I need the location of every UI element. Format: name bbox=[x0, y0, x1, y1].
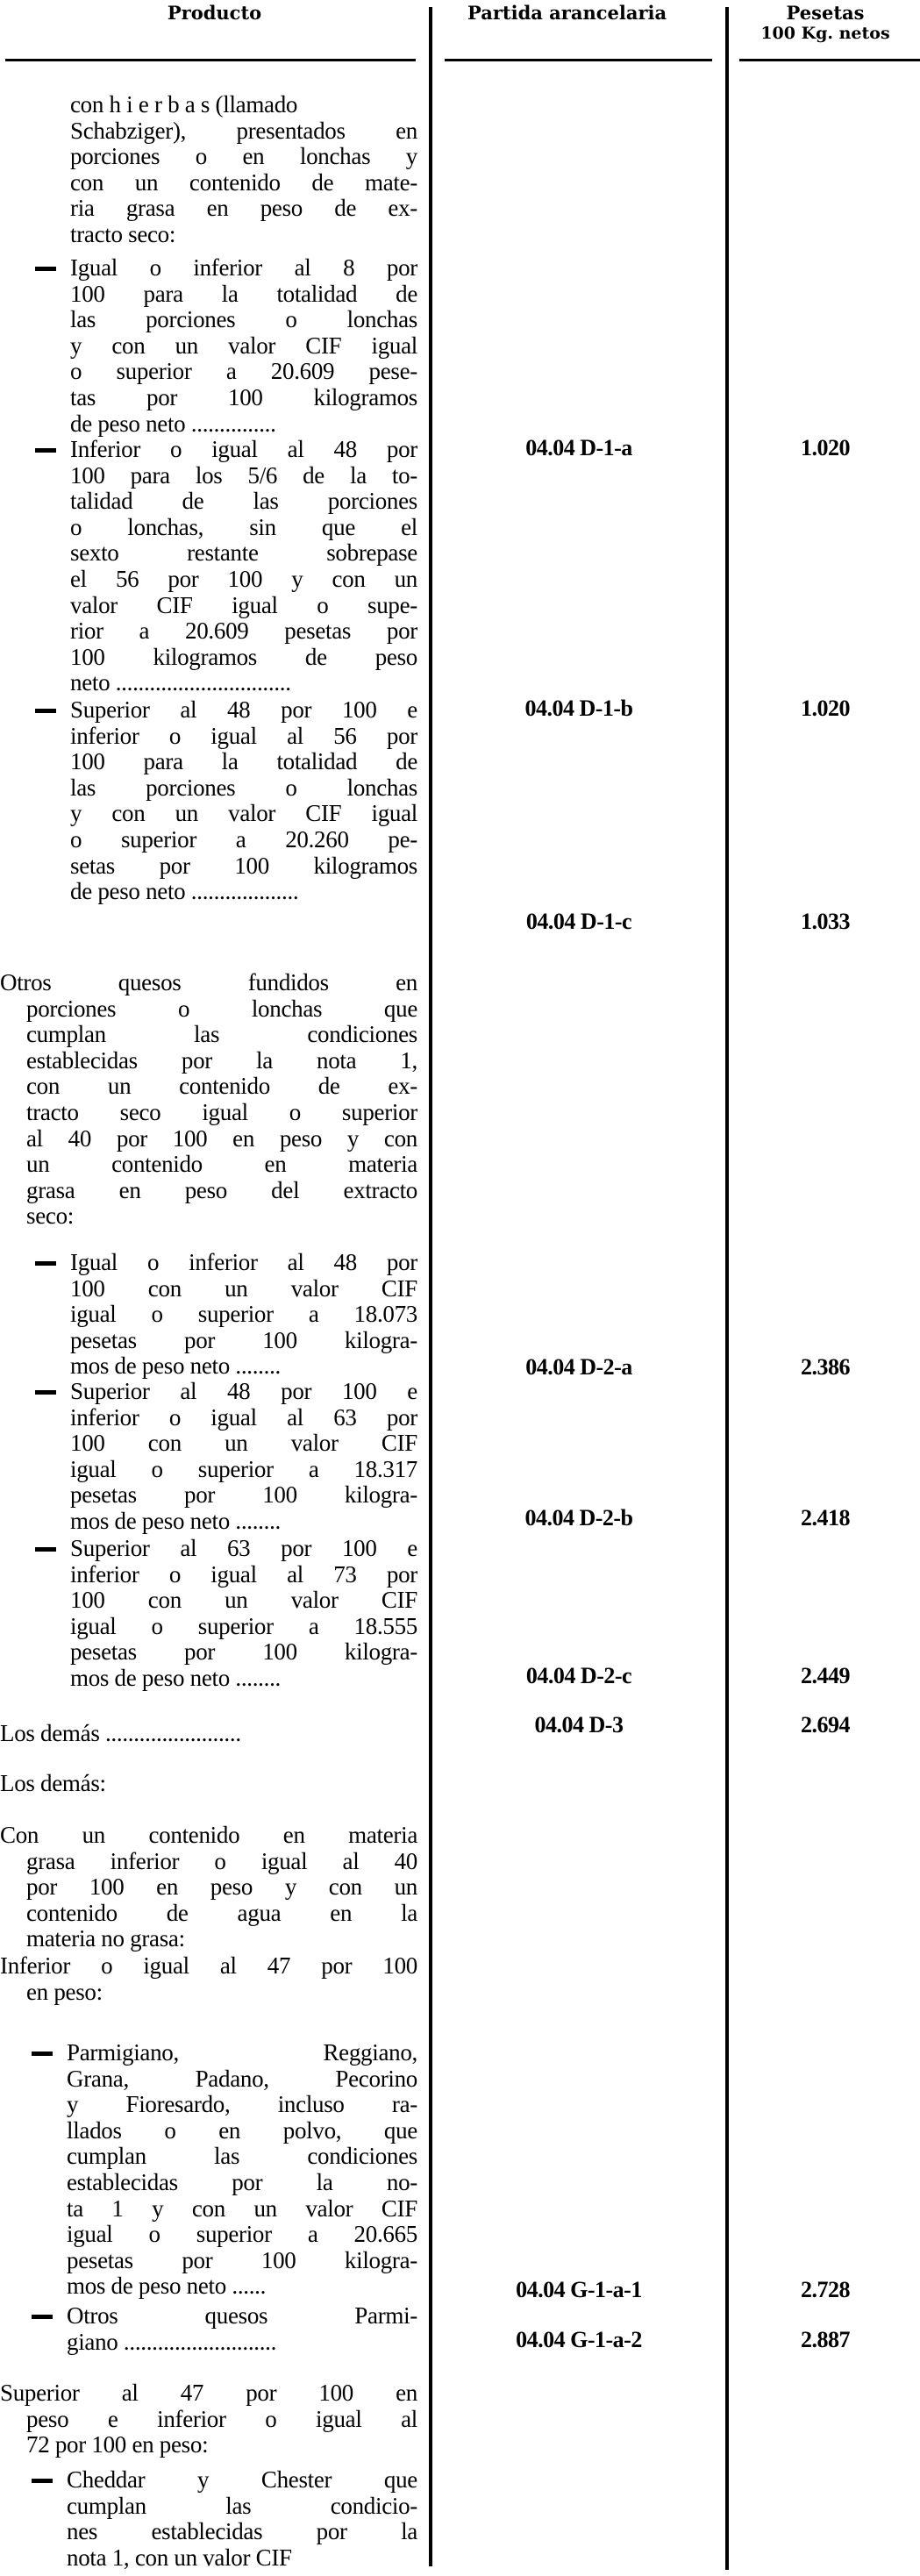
product-line: el 56 por 100 y con un bbox=[70, 566, 417, 592]
product-line: 100 para la totalidad de bbox=[70, 748, 417, 775]
product-line: y con un valor CIF igual bbox=[70, 332, 417, 359]
product-line: Superior al 47 por 100 en bbox=[0, 2380, 417, 2406]
product-line: y Fioresardo, incluso ra- bbox=[67, 2091, 417, 2118]
header-producto: Producto bbox=[167, 2, 262, 24]
em-dash-bullet bbox=[35, 267, 56, 271]
product-line: pesetas por 100 kilogra- bbox=[70, 1481, 417, 1509]
product-line: establecidas por la no- bbox=[67, 2169, 417, 2195]
product-line: establecidas por la nota 1, bbox=[26, 1046, 417, 1074]
product-line: porciones o en lonchas y bbox=[70, 143, 417, 170]
price-value: 2.728 bbox=[801, 2277, 850, 2302]
product-line: neto ............................... bbox=[70, 669, 291, 696]
product-line: mos de peso neto ...... bbox=[67, 2273, 267, 2300]
product-line: setas por 100 kilogramos bbox=[70, 852, 417, 879]
product-line: por 100 en peso y con un bbox=[26, 1873, 417, 1901]
product-line: 100 kilogramos de peso bbox=[70, 643, 417, 670]
product-line: Los demás: bbox=[0, 1770, 106, 1796]
product-line: pesetas por 100 kilogra- bbox=[70, 1638, 417, 1666]
product-line: valor CIF igual o supe- bbox=[70, 591, 417, 618]
product-line: igual o superior a 20.665 bbox=[67, 2221, 417, 2248]
product-line: Schabziger), presentados en bbox=[70, 117, 417, 144]
product-line: Grana, Padano, Pecorino bbox=[67, 2065, 417, 2092]
product-line: cumplan las condicio- bbox=[67, 2492, 417, 2519]
product-line: Otros quesos Parmi- bbox=[67, 2302, 417, 2329]
product-line: inferior o igual al 73 por bbox=[70, 1560, 417, 1588]
product-line: pesetas por 100 kilogra- bbox=[70, 1326, 417, 1353]
em-dash-bullet bbox=[32, 2052, 53, 2056]
product-line: nes establecidas por la bbox=[67, 2518, 417, 2545]
em-dash-bullet bbox=[35, 1390, 56, 1395]
em-dash-bullet bbox=[35, 1547, 56, 1552]
product-line: con h i e r b a s (llamado bbox=[70, 91, 298, 118]
product-line: igual o superior a 18.555 bbox=[70, 1612, 417, 1639]
price-value: 2.386 bbox=[801, 1354, 850, 1380]
product-line: grasa inferior o igual al 40 bbox=[26, 1847, 417, 1874]
product-line: porciones o lonchas que bbox=[26, 995, 417, 1022]
product-line: tas por 100 kilogramos bbox=[70, 384, 417, 410]
product-line: con un contenido de ex- bbox=[26, 1073, 417, 1100]
price-value: 2.887 bbox=[801, 2327, 850, 2352]
product-line: 100 con un valor CIF bbox=[70, 1274, 417, 1302]
price-value: 2.694 bbox=[801, 1712, 850, 1738]
product-line: o lonchas, sin que el bbox=[70, 513, 417, 540]
product-line: Igual o inferior al 48 por bbox=[70, 1249, 417, 1275]
product-line: llados o en polvo, que bbox=[67, 2116, 417, 2144]
product-line: las porciones o lonchas bbox=[70, 306, 417, 333]
product-line: Superior al 48 por 100 e bbox=[70, 1378, 417, 1404]
product-line: Superior al 48 por 100 e bbox=[70, 696, 417, 723]
product-line: seco: bbox=[26, 1202, 74, 1230]
product-line: las porciones o lonchas bbox=[70, 774, 417, 801]
header-rule-producto bbox=[5, 59, 416, 61]
tariff-code: 04.04 D-1-b bbox=[524, 696, 633, 721]
header-rule-pesetas bbox=[739, 59, 920, 61]
tariff-code: 04.04 D-1-a bbox=[525, 435, 632, 460]
em-dash-bullet bbox=[35, 1261, 56, 1266]
product-line: 100 para la totalidad de bbox=[70, 280, 417, 307]
product-line: Cheddar y Chester que bbox=[67, 2466, 417, 2493]
tariff-code: 04.04 G-1-a-2 bbox=[516, 2327, 642, 2352]
header-rule-partida bbox=[445, 59, 712, 61]
product-line: inferior o igual al 63 por bbox=[70, 1403, 417, 1431]
header-pesetas bbox=[731, 2, 920, 42]
product-line: o superior a 20.609 pese- bbox=[70, 358, 417, 385]
product-line: Con un contenido en materia bbox=[0, 1822, 417, 1848]
product-line: 100 con un valor CIF bbox=[70, 1430, 417, 1457]
product-line: talidad de las porciones bbox=[70, 488, 417, 515]
product-line: de peso neto ............... bbox=[70, 410, 276, 437]
price-value: 1.020 bbox=[801, 696, 850, 721]
product-line: de peso neto ................... bbox=[70, 878, 299, 905]
em-dash-bullet bbox=[32, 2315, 53, 2319]
product-line: con un contenido de mate- bbox=[70, 168, 417, 196]
em-dash-bullet bbox=[35, 709, 56, 713]
product-line: ria grasa en peso de ex- bbox=[70, 195, 417, 222]
product-line: al 40 por 100 en peso y con bbox=[26, 1124, 417, 1152]
header-pesetas-line1: Pesetas bbox=[786, 2, 865, 24]
price-value: 1.033 bbox=[801, 909, 850, 934]
product-line: un contenido en materia bbox=[26, 1151, 417, 1178]
product-line: sexto restante sobrepase bbox=[70, 539, 417, 567]
tariff-code: 04.04 D-2-c bbox=[525, 1663, 632, 1688]
product-line: igual o superior a 18.073 bbox=[70, 1301, 417, 1328]
product-line: cumplan las condiciones bbox=[67, 2143, 417, 2170]
product-line: tracto seco igual o superior bbox=[26, 1099, 417, 1125]
column-divider-2 bbox=[725, 7, 729, 2570]
tariff-code: 04.04 D-3 bbox=[534, 1712, 624, 1738]
tariff-code: 04.04 D-2-b bbox=[524, 1505, 633, 1531]
product-line: materia no grasa: bbox=[26, 1925, 185, 1952]
product-line: Igual o inferior al 8 por bbox=[70, 254, 417, 281]
header-pesetas-line2: 100 Kg. netos bbox=[760, 24, 890, 43]
product-line: Los demás ........................ bbox=[0, 1720, 241, 1746]
product-line: mos de peso neto ........ bbox=[70, 1665, 281, 1691]
product-line: Superior al 63 por 100 e bbox=[70, 1535, 417, 1561]
product-line: y con un valor CIF igual bbox=[70, 800, 417, 827]
price-value: 2.418 bbox=[801, 1505, 850, 1531]
column-divider-1 bbox=[429, 7, 432, 2566]
product-line: inferior o igual al 56 por bbox=[70, 722, 417, 749]
product-line: 100 para los 5/6 de la to- bbox=[70, 461, 417, 489]
header-partida-arancelaria: Partida arancelaria bbox=[467, 2, 667, 24]
price-value: 2.449 bbox=[801, 1663, 850, 1688]
price-value: 1.020 bbox=[801, 435, 850, 460]
product-line: igual o superior a 18.317 bbox=[70, 1455, 417, 1482]
em-dash-bullet bbox=[35, 448, 56, 453]
tariff-code: 04.04 D-2-a bbox=[525, 1354, 632, 1380]
product-line: tracto seco: bbox=[70, 221, 176, 247]
product-line: Parmigiano, Reggiano, bbox=[67, 2039, 417, 2066]
product-line: pesetas por 100 kilogra- bbox=[67, 2246, 417, 2273]
product-line: Inferior o igual al 47 por 100 bbox=[0, 1952, 417, 1979]
tariff-code: 04.04 D-1-c bbox=[525, 909, 632, 934]
product-line: giano ........................... bbox=[67, 2328, 277, 2355]
product-line: nota 1, con un valor CIF bbox=[67, 2544, 292, 2571]
em-dash-bullet bbox=[32, 2479, 53, 2483]
product-line: 72 por 100 en peso: bbox=[26, 2431, 209, 2458]
product-line: 100 con un valor CIF bbox=[70, 1587, 417, 1614]
product-line: contenido de agua en la bbox=[26, 1899, 417, 1926]
product-line: o superior a 20.260 pe- bbox=[70, 826, 417, 853]
product-line: Inferior o igual al 48 por bbox=[70, 436, 417, 462]
product-line: Otros quesos fundidos en bbox=[0, 969, 417, 995]
product-line: grasa en peso del extracto bbox=[26, 1176, 417, 1203]
tariff-code: 04.04 G-1-a-1 bbox=[516, 2277, 642, 2302]
product-line: cumplan las condiciones bbox=[26, 1021, 417, 1048]
product-line: peso e inferior o igual al bbox=[26, 2405, 417, 2432]
product-line: mos de peso neto ........ bbox=[70, 1508, 281, 1534]
product-line: mos de peso neto ........ bbox=[70, 1352, 281, 1380]
product-line: ta 1 y con un valor CIF bbox=[67, 2194, 417, 2222]
product-line: en peso: bbox=[26, 1978, 103, 2005]
product-line: rior a 20.609 pesetas por bbox=[70, 617, 417, 645]
